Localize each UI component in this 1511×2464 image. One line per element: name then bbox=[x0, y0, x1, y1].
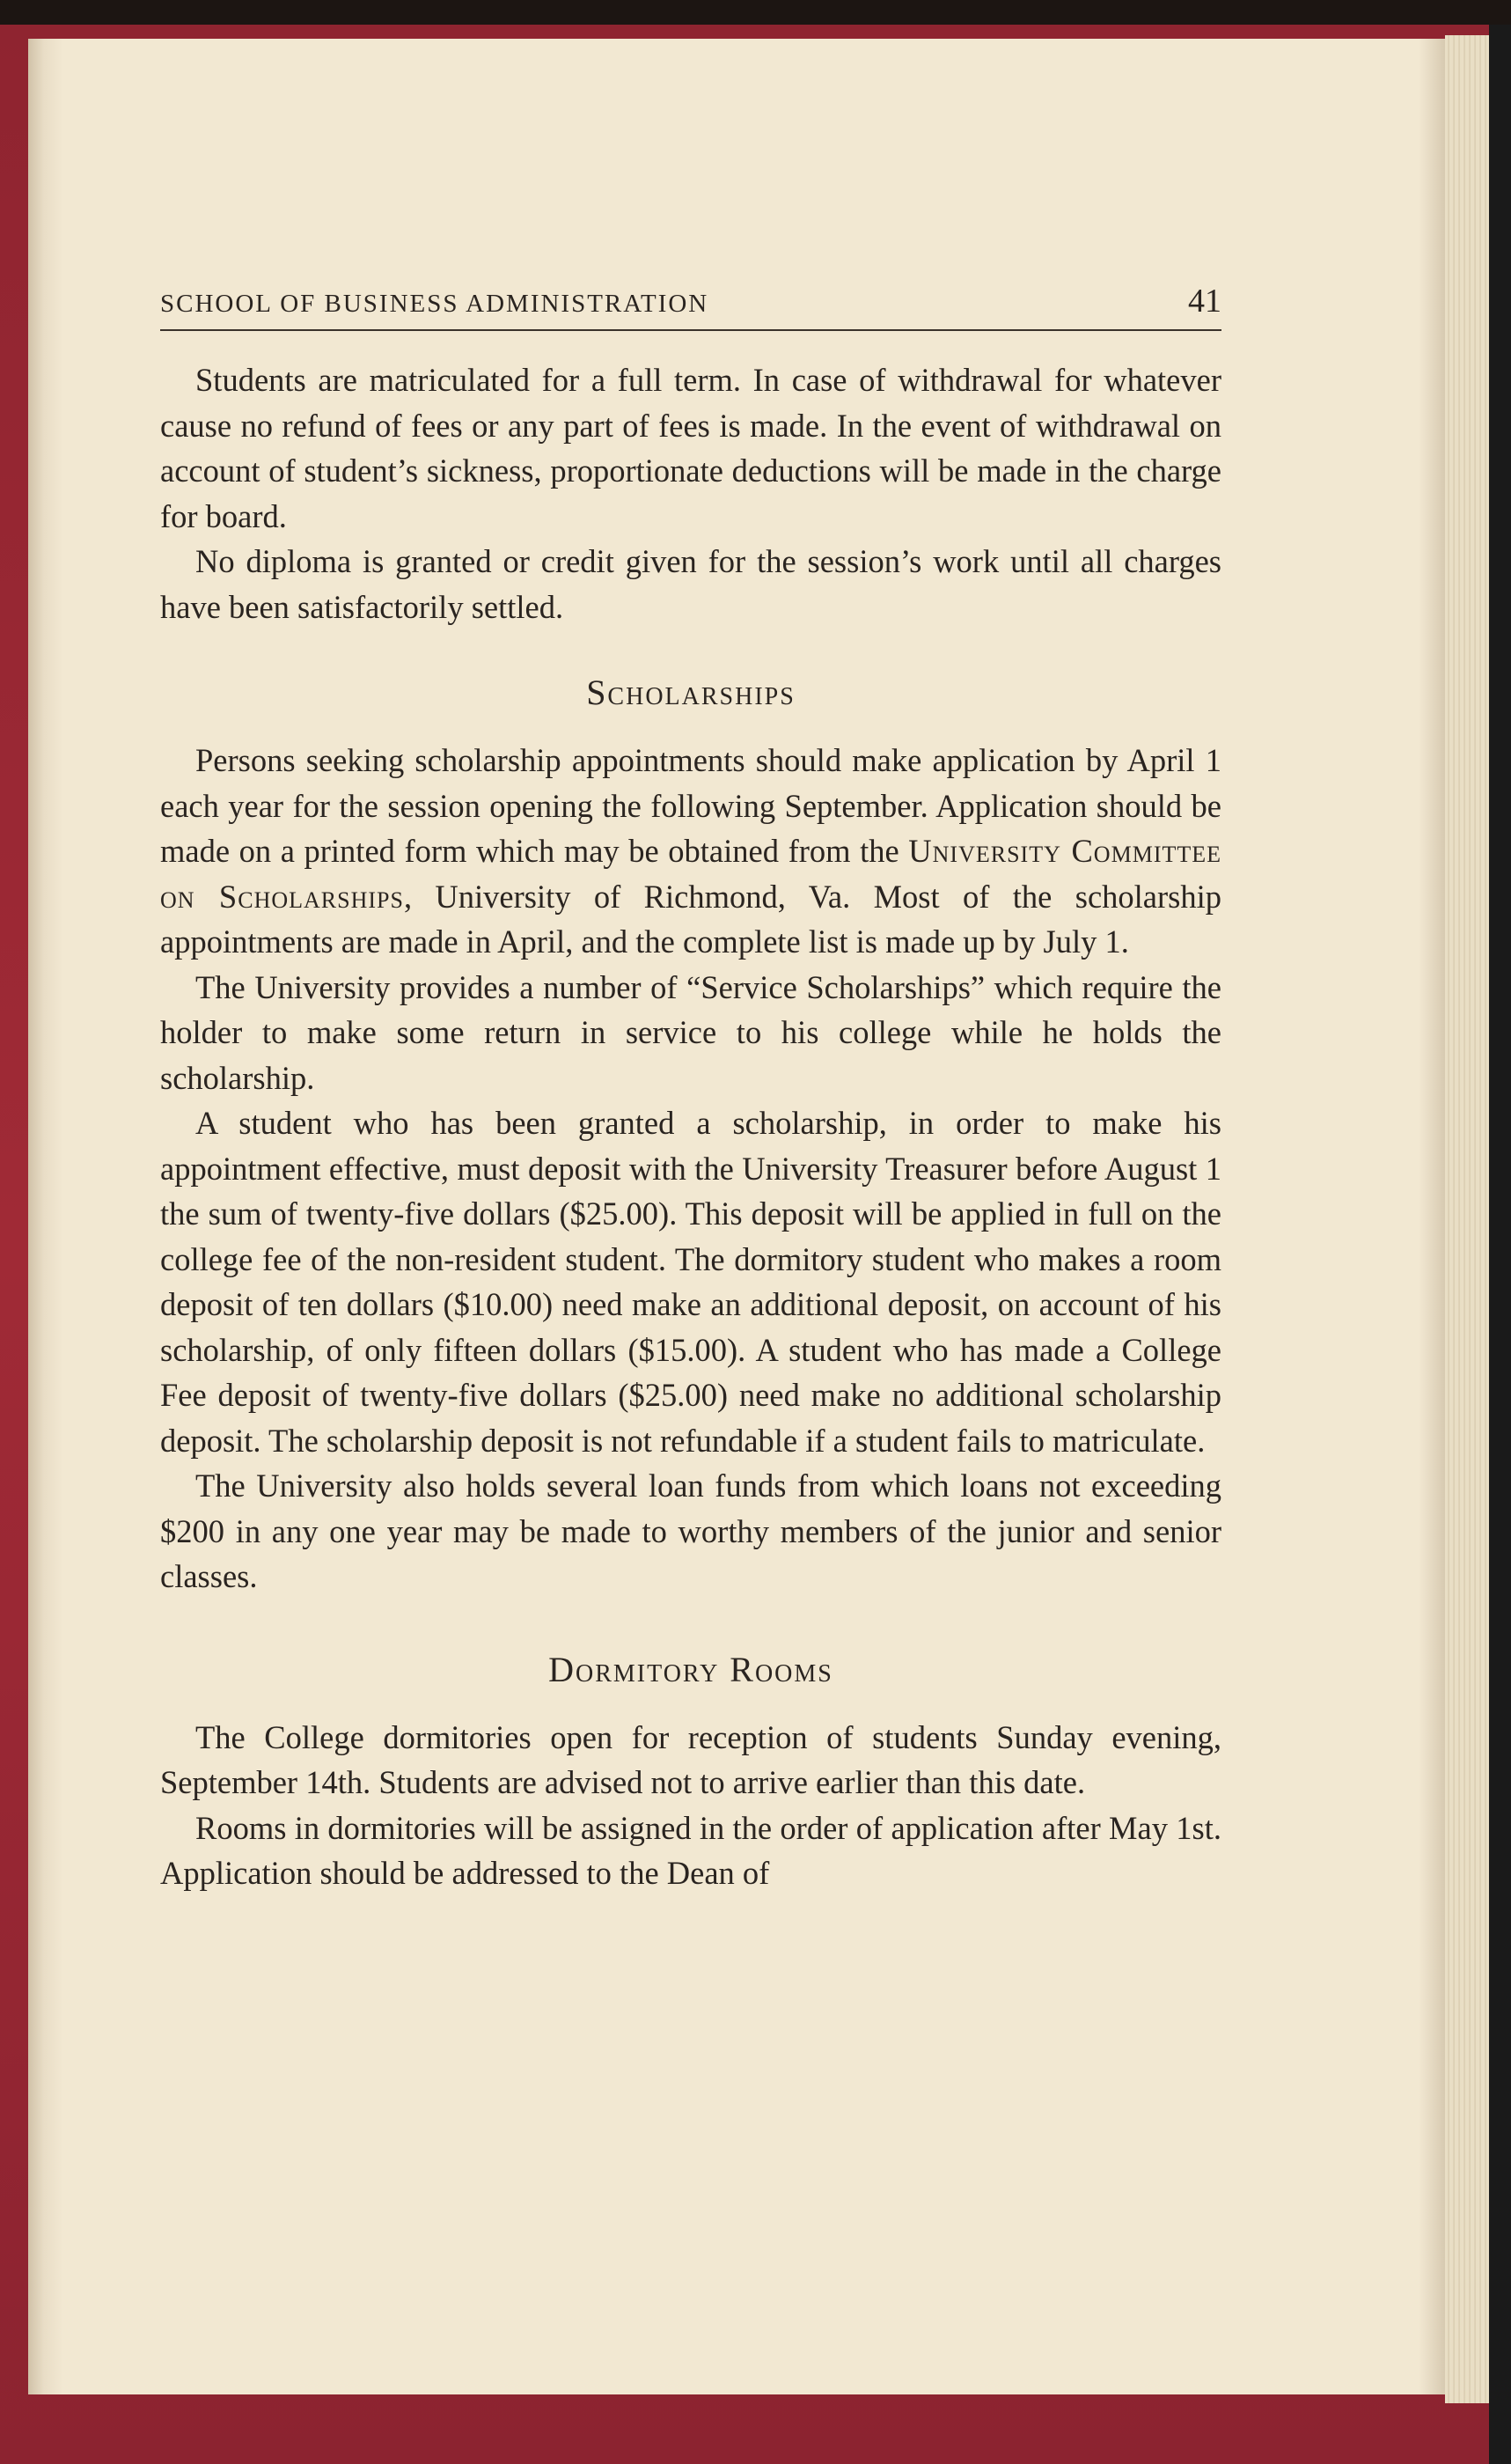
fees-paragraph: Students are matriculated for a full term. In case of withdrawal for whatever cause no refund of fees or any part of fees is made. In the event of withdrawal on account of student’s sickness, proportionate deductions will be made in the charge for board. bbox=[160, 362, 1221, 534]
scholarships-paragraph: A student who has been granted a scholarship, in order to make his appointment effective, must deposit with the University Treasurer before August 1 the sum of twenty-five dollars ($25.00). This deposit will be applied in full on the college fee of the non-resident student. The dormitory student who makes a room deposit of ten dollars ($10.00) need make an additional deposit, on account of his scholarship, of only fifteen dollars ($15.00). A student who has made a College Fee deposit of twenty-five dollars ($25.00) need make no additional scholarship deposit. The scholarship deposit is not refundable if a student fails to matriculate. bbox=[160, 1105, 1221, 1459]
page-number: 41 bbox=[1188, 283, 1221, 320]
scholarships-text: , University of Richmond, Va. Most of the scholarship appointments are made in April, and the complete list is made up by July 1. bbox=[160, 878, 1221, 960]
page-content bbox=[160, 282, 1221, 1896]
scholarships-paragraph bbox=[160, 738, 1221, 965]
fees-paragraph: No diploma is granted or credit given for the session’s work until all charges have been satisfactorily settled. bbox=[160, 543, 1221, 625]
scholarships-heading: Scholarships bbox=[586, 673, 796, 712]
committee-name: University Committee on Scholarships bbox=[160, 833, 1222, 915]
scholarships-paragraph: The University provides a number of “Service Scholarships” which require the holder to make some return in service to his college while he holds the scholarship. bbox=[160, 968, 1221, 1096]
dormitory-heading: Dormitory Rooms bbox=[548, 1649, 833, 1689]
dormitory-paragraph: Rooms in dormitories will be assigned in the order of application after May 1st. Application should be addressed to the Dean of bbox=[160, 1809, 1221, 1891]
book-spine-shadow bbox=[1489, 25, 1511, 2464]
fees-section bbox=[160, 357, 1221, 629]
running-head: SCHOOL OF BUSINESS ADMINISTRATION bbox=[160, 290, 709, 318]
page-edges bbox=[1445, 35, 1489, 2403]
scholarships-paragraph: The University also holds several loan funds from which loans not exceeding $200 in any one year may be made to worthy members of the junior and senior classes. bbox=[160, 1467, 1221, 1594]
dormitory-paragraph: The College dormitories open for reception of students Sunday evening, September 14th. Students are advised not to arrive earlier than this date. bbox=[160, 1718, 1221, 1800]
scholarships-text: Persons seeking scholarship appointments should make application by April 1 each year for the session opening the following September. Application should be made on a printed form which may be obtained from the bbox=[160, 742, 1221, 869]
page-header bbox=[160, 282, 1221, 331]
